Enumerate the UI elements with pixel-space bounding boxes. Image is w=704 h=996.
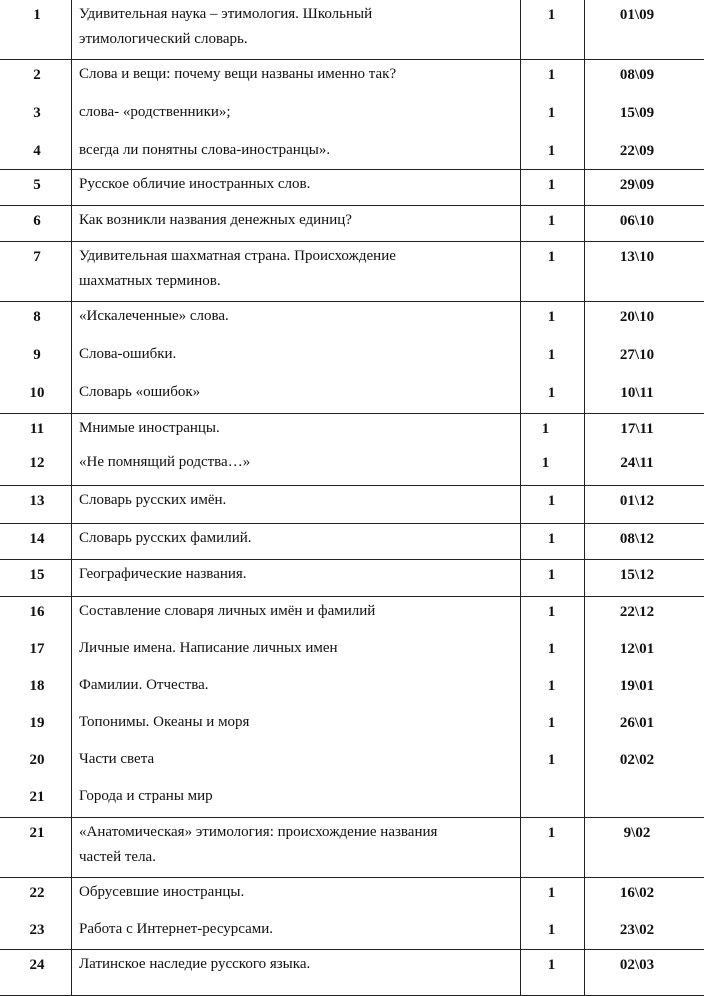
lesson-date: 29\09	[619, 177, 655, 193]
lesson-date: 02\02	[619, 752, 655, 768]
table-row	[0, 242, 704, 302]
lesson-date: 24\11	[620, 455, 654, 471]
lesson-number: 11	[29, 421, 45, 437]
lesson-topic: Словарь русских фамилий.	[79, 530, 252, 546]
lesson-number: 24	[29, 957, 45, 973]
lesson-topic: Слова и вещи: почему вещи названы именно так?	[79, 66, 397, 82]
lesson-number: 10	[29, 385, 45, 401]
table-row	[0, 878, 704, 950]
lesson-topic: Составление словаря личных имён и фамилий	[79, 603, 376, 619]
hours-count: 1	[547, 678, 556, 694]
lesson-topic: Фамилии. Отчества.	[79, 677, 209, 693]
hours-count: 1	[547, 249, 556, 265]
hours-count: 1	[547, 385, 556, 401]
lesson-topic: шахматных терминов.	[79, 273, 221, 289]
hours-count: 1	[547, 641, 556, 657]
lesson-number: 20	[29, 752, 45, 768]
lesson-date: 22\09	[619, 143, 655, 159]
lesson-number: 7	[33, 249, 41, 265]
lesson-number: 23	[29, 922, 45, 938]
lesson-number: 16	[29, 604, 45, 620]
lesson-date: 9\02	[623, 825, 651, 841]
lesson-date: 16\02	[619, 885, 655, 901]
lesson-number: 21	[29, 789, 45, 805]
lesson-date: 17\11	[620, 421, 654, 437]
hours-count: 1	[547, 957, 556, 973]
hours-count: 1	[547, 177, 556, 193]
lesson-number: 17	[29, 641, 45, 657]
lesson-topic: Русское обличие иностранных слов.	[79, 176, 311, 192]
lesson-topic: «Искалеченные» слова.	[79, 308, 229, 324]
hours-count: 1	[547, 213, 556, 229]
lesson-date: 22\12	[619, 604, 655, 620]
hours-count: 1	[541, 421, 550, 437]
lesson-date: 02\03	[619, 957, 655, 973]
lesson-date: 08\09	[619, 67, 655, 83]
lesson-number: 8	[33, 309, 41, 325]
lesson-topic: этимологический словарь.	[79, 31, 248, 47]
hours-count: 1	[547, 309, 556, 325]
hours-count: 1	[541, 455, 550, 471]
lesson-number: 21	[29, 825, 45, 841]
lesson-number: 13	[29, 493, 45, 509]
lesson-topic: Личные имена. Написание личных имен	[79, 640, 338, 656]
table-row	[0, 560, 704, 597]
lesson-date: 12\01	[619, 641, 655, 657]
lesson-number: 19	[29, 715, 45, 731]
lesson-topic: «Анатомическая» этимология: происхождение названия	[79, 824, 438, 840]
hours-count: 1	[547, 825, 556, 841]
table-row	[0, 597, 704, 818]
hours-count: 1	[547, 143, 556, 159]
lesson-date: 08\12	[619, 531, 655, 547]
table-row	[0, 486, 704, 524]
hours-count: 1	[547, 922, 556, 938]
lesson-date: 10\11	[620, 385, 654, 401]
lesson-date: 20\10	[619, 309, 655, 325]
hours-count: 1	[547, 67, 556, 83]
lesson-topic: Части света	[79, 751, 155, 767]
lesson-topic: слова- «родственники»;	[79, 104, 231, 120]
table-row	[0, 414, 704, 486]
lesson-topic: «Не помнящий родства…»	[79, 454, 251, 470]
hours-count: 1	[547, 752, 556, 768]
lesson-topic: Словарь русских имён.	[79, 492, 227, 508]
hours-count: 1	[547, 531, 556, 547]
table-row	[0, 60, 704, 170]
table-row	[0, 170, 704, 206]
lesson-number: 14	[29, 531, 45, 547]
table-row	[0, 302, 704, 414]
hours-count: 1	[547, 493, 556, 509]
lesson-date: 27\10	[619, 347, 655, 363]
lesson-date: 01\12	[619, 493, 655, 509]
hours-count: 1	[547, 347, 556, 363]
lesson-number: 4	[33, 143, 41, 159]
lesson-number: 12	[29, 455, 45, 471]
lesson-date: 19\01	[619, 678, 655, 694]
lesson-topic: Удивительная наука – этимология. Школьный	[79, 6, 373, 22]
lesson-date: 13\10	[619, 249, 655, 265]
table-row	[0, 206, 704, 242]
lesson-topic: всегда ли понятны слова-иностранцы».	[79, 142, 331, 158]
lesson-topic: Удивительная шахматная страна. Происхождение	[79, 248, 396, 264]
lesson-topic: Географические названия.	[79, 566, 247, 582]
lesson-number: 5	[33, 177, 41, 193]
hours-count: 1	[547, 604, 556, 620]
lesson-number: 3	[33, 105, 41, 121]
lesson-number: 1	[33, 7, 41, 23]
lesson-date: 06\10	[619, 213, 655, 229]
hours-count: 1	[547, 885, 556, 901]
lesson-topic: Города и страны мир	[79, 788, 213, 804]
lesson-topic: Работа с Интернет-ресурсами.	[79, 921, 274, 937]
table-row	[0, 524, 704, 560]
lesson-topic: Словарь «ошибок»	[79, 384, 201, 400]
lesson-date: 23\02	[619, 922, 655, 938]
lesson-date: 26\01	[619, 715, 655, 731]
lesson-number: 18	[29, 678, 45, 694]
hours-count: 1	[547, 567, 556, 583]
lesson-date: 15\12	[619, 567, 655, 583]
table-row	[0, 818, 704, 878]
lesson-date: 15\09	[619, 105, 655, 121]
lesson-number: 9	[33, 347, 41, 363]
table-row	[0, 0, 704, 60]
lesson-number: 15	[29, 567, 45, 583]
lesson-number: 6	[33, 213, 41, 229]
lesson-topic: Обрусевшие иностранцы.	[79, 884, 245, 900]
lesson-topic: Мнимые иностранцы.	[79, 420, 220, 436]
lesson-date: 01\09	[619, 7, 655, 23]
table-row	[0, 950, 704, 996]
hours-count: 1	[547, 715, 556, 731]
lesson-topic: Топонимы. Океаны и моря	[79, 714, 250, 730]
lesson-number: 22	[29, 885, 45, 901]
hours-count: 1	[547, 7, 556, 23]
lesson-topic: частей тела.	[79, 849, 156, 865]
lesson-number: 2	[33, 67, 41, 83]
hours-count: 1	[547, 105, 556, 121]
lesson-topic: Латинское наследие русского языка.	[79, 956, 311, 972]
lesson-topic: Слова-ошибки.	[79, 346, 177, 362]
lesson-topic: Как возникли названия денежных единиц?	[79, 212, 352, 228]
